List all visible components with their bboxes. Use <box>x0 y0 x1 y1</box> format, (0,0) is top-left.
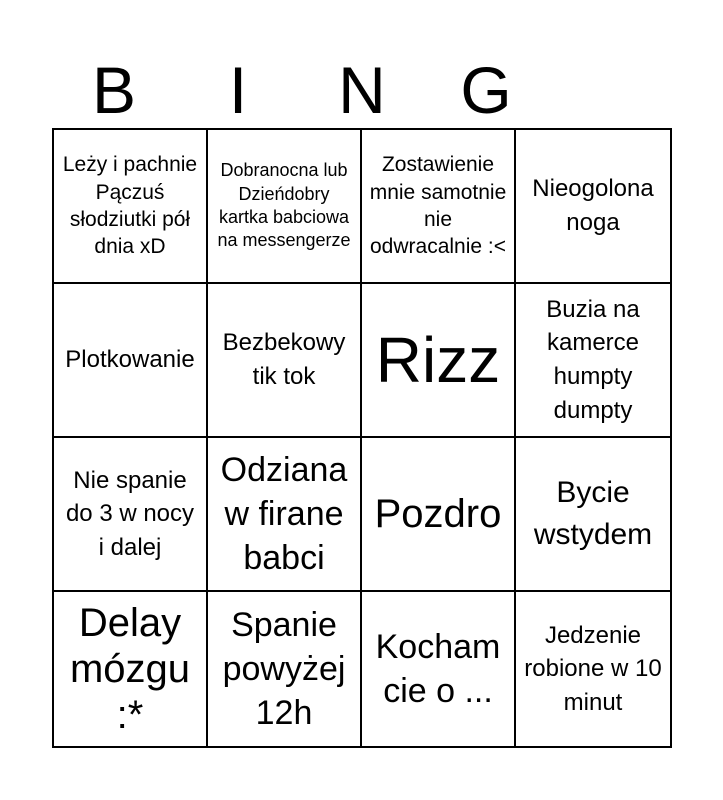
bingo-cell[interactable]: Jedzenie robione w 10 minut <box>524 621 662 716</box>
bingo-cell[interactable]: Bycie wstydem <box>516 438 670 592</box>
bingo-grid <box>52 128 672 748</box>
bingo-cell[interactable]: Zostawienie mnie samotnie nie odwracalnie :< <box>362 130 516 284</box>
bingo-cell[interactable]: Pozdro <box>362 438 516 592</box>
bingo-cell[interactable]: Spanie powyżej 12h <box>208 592 362 746</box>
bingo-cell[interactable]: Rizz <box>362 284 516 438</box>
bingo-cell[interactable]: Buzia na kamerce humpty dumpty <box>516 284 670 438</box>
bingo-cell[interactable]: Bezbekowy tik tok <box>208 284 362 438</box>
bingo-cell[interactable]: Leży i pachnie Pączuś słodziutki pół dnia xD <box>54 130 208 284</box>
bingo-cell[interactable]: Dobranocna lub Dzieńdobry kartka babciowa na messengerze <box>208 130 362 284</box>
bingo-cell[interactable]: Delay mózgu :* <box>54 592 208 746</box>
bingo-cell[interactable]: Kocham cie o ... <box>362 592 516 746</box>
header-letter-g: G <box>460 53 512 127</box>
header-letter-i: I <box>228 53 248 127</box>
bingo-cell[interactable]: Nieogolona noga <box>516 130 670 284</box>
bingo-header <box>52 52 672 128</box>
bingo-cell[interactable]: Odziana w firane babci <box>208 438 362 592</box>
header-letter-n: N <box>338 53 386 127</box>
bingo-cell[interactable]: Nie spanie do 3 w nocy i dalej <box>54 438 208 592</box>
header-letter-b: B <box>91 53 137 127</box>
bingo-cell[interactable]: Plotkowanie <box>54 284 208 438</box>
